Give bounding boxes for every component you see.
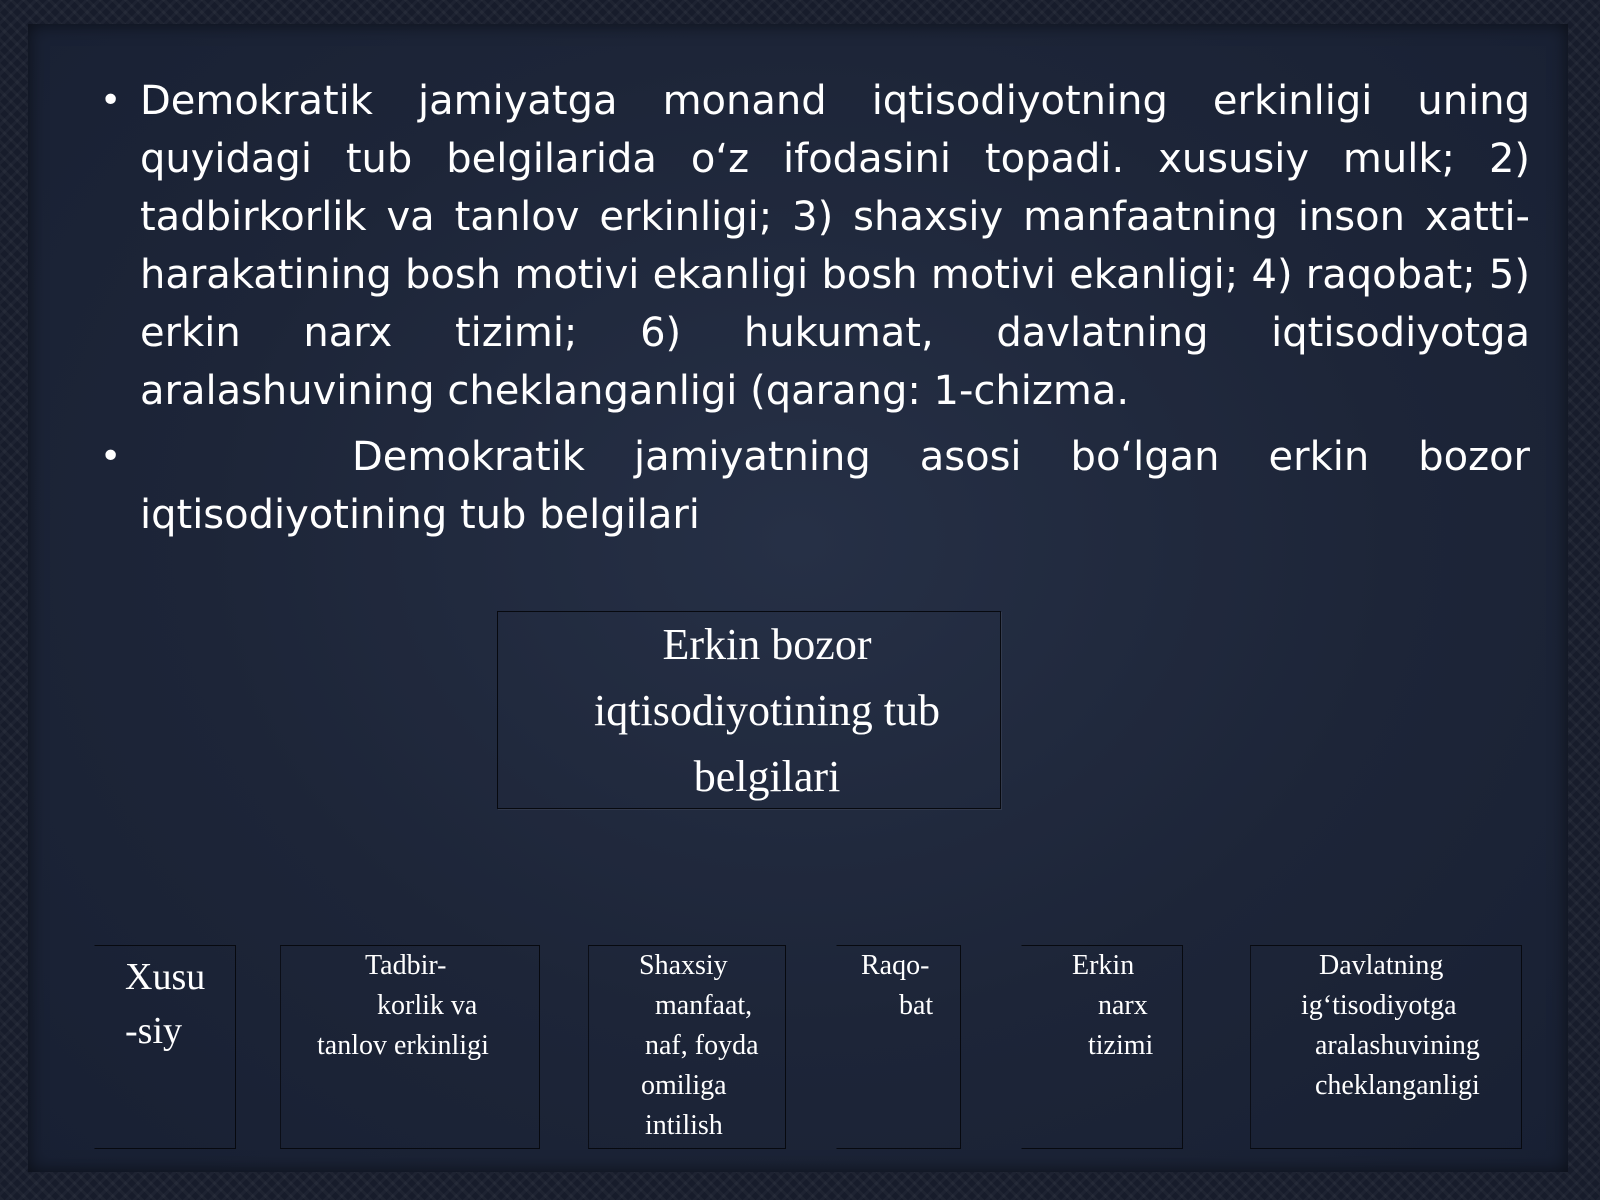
bullet-dot-icon: • [100,436,122,477]
category-line: tizimi [1088,1030,1154,1061]
category-line: Davlatning [1319,950,1444,981]
category-box-erkin-narx [1021,945,1183,1149]
category-line: ig‘tisodiyotga [1301,990,1457,1021]
root-line-1: Erkin bozor [662,620,872,669]
category-line: tanlov erkinligi [317,1030,489,1061]
category-line: omiliga [641,1070,727,1101]
category-line: -siy [125,1010,182,1052]
category-box-davlat [1250,945,1522,1149]
category-line: intilish [645,1110,723,1141]
root-line-3: belgilari [693,752,841,801]
category-line: korlik va [377,990,478,1021]
diagram-root-box [497,611,1001,809]
bullet-text-1: Demokratik jamiyatga monand iqtisodiyotning erkinligi uning quyidagi tub belgilarida o‘z ifodasini topadi. xususiy mulk; 2) tadbirkorlik va tanlov erkinligi; 3) shaxsiy manfaatning inson xatti-harakatining bosh motivi ekanligi bosh motivi ekanligi; 4) raqobat; 5) erkin narx tizimi; 6) hukumat, davlatning iqtisodiyotga aralashuvining cheklanganligi (qarang: 1-chizma. [140,78,1530,414]
category-line: Raqo- [861,950,930,981]
root-line-2: iqtisodiyotining tub [594,686,940,735]
category-line: bat [899,990,934,1021]
category-box-xususiy [94,945,236,1149]
slide [28,24,1568,1172]
category-line: aralashuvining [1315,1030,1480,1061]
category-box-shaxsiy-manfaat [588,945,786,1149]
category-line: naf, foyda [645,1030,759,1061]
bullet-dot-icon: • [100,80,122,121]
category-box-raqobat [836,945,961,1149]
category-line: Xusu [125,956,206,998]
category-box-tadbirkorlik [280,945,540,1149]
bullet-text-2: Demokratik jamiyatning asosi bo‘lgan erkin bozor iqtisodiyotining tub belgilari [140,434,1530,538]
bullet-item-2 [100,428,1530,544]
category-line: narx [1098,990,1148,1021]
category-line: manfaat, [655,990,753,1021]
category-line: Shaxsiy [639,950,728,981]
bullet-item-1 [100,72,1530,420]
category-line: cheklanganligi [1315,1070,1480,1101]
category-line: Tadbir- [365,950,447,981]
category-line: Erkin [1072,950,1135,981]
bullet-list [100,72,1530,552]
